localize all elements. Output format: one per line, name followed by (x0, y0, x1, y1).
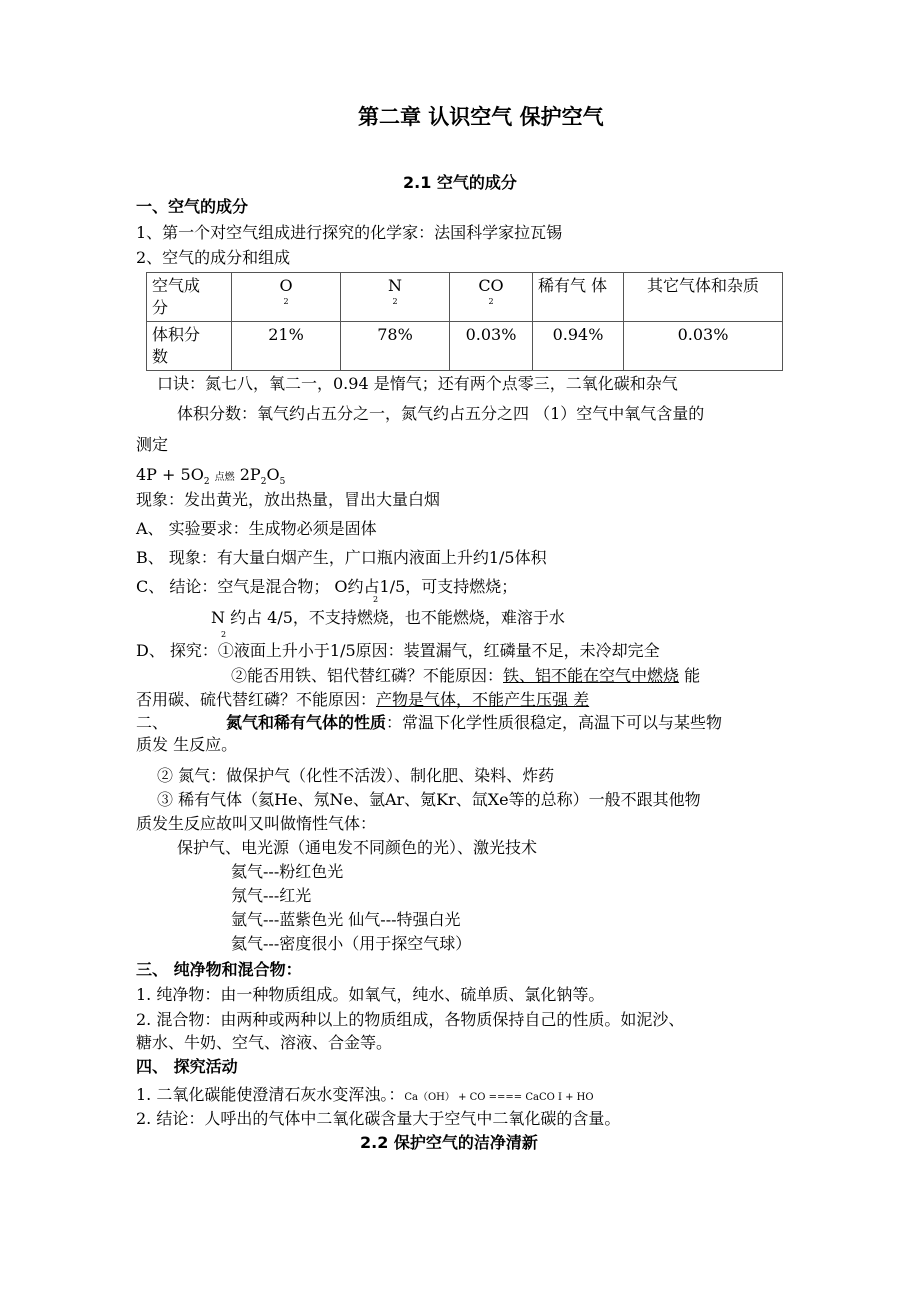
table-cell (341, 273, 450, 322)
volume-line-b: 测定 (136, 435, 169, 454)
eq-sub: 2 (203, 477, 210, 488)
phosphorus-equation (136, 465, 285, 492)
table-cell: 78% (341, 322, 450, 371)
table-cell (533, 273, 624, 322)
table-cell: 0.03% (624, 322, 783, 371)
rare-gas-item-line-2: 质发生反应故叫又叫做惰性气体： (136, 814, 377, 833)
line-b: B、 现象：有大量白烟产生，广口瓶内液面上升约1/5体积 (136, 548, 547, 567)
table-cell (147, 322, 232, 371)
page-title: 第二章 认识空气 保护空气 (358, 105, 604, 129)
table-cell (450, 273, 533, 322)
table-cell (624, 273, 783, 322)
gas-item: 氩气---蓝紫色光 仙气---特强白光 (231, 910, 461, 929)
volume-line-a: 体积分数：氧气约占五分之一，氮气约占五分之四 （1）空气中氧气含量的 (177, 404, 705, 423)
header-text: 其它气体和杂质 (646, 276, 759, 295)
line-c: C、 结论：空气是混合物； O约占1/5，可支持燃烧； (136, 577, 518, 596)
line-n: N 约占 4/5，不支持燃烧，也不能燃烧，难溶于水 (211, 608, 565, 627)
activity-2: 2. 结论：人呼出的气体中二氧化碳含量大于空气中二氧化碳的含量。 (136, 1109, 621, 1128)
header-text: 分 (152, 298, 169, 317)
pure-substance: 1. 纯净物：由一种物质组成。如氧气，纯水、硫单质、氯化钠等。 (136, 985, 605, 1004)
table-cell: 0.03% (450, 322, 533, 371)
line-d3 (136, 690, 589, 710)
heading-bold: 氮气和稀有气体的性质 (226, 713, 387, 732)
rare-gas-item: ③ 稀有气体（氦He、氖Ne、氩Ar、氪Kr、氙Xe等的总称）一般不跟其他物 (157, 790, 701, 809)
table-cell (147, 273, 232, 322)
phenomenon: 现象：发出黄光，放出热量，冒出大量白烟 (136, 490, 441, 509)
text: 能 (679, 666, 701, 685)
heading-number: 二、 (136, 713, 169, 732)
section-heading-2-2: 2.2 保护空气的洁净清新 (360, 1133, 538, 1152)
eq-sub: 5 (279, 477, 286, 488)
mixture-line-b: 糖水、牛奶、空气、溶液、合金等。 (136, 1033, 393, 1052)
paragraph-1: 1、第一个对空气组成进行探究的化学家：法国科学家拉瓦锡 (136, 223, 563, 242)
heading-2-line-2: 质发 生反应。 (136, 735, 238, 754)
eq-condition: 点燃 (214, 472, 235, 483)
heading-3: 三、 纯净物和混合物： (136, 960, 302, 979)
mixture-line-a: 2. 混合物：由两种或两种以上的物质组成，各物质保持自己的性质。如泥沙、 (136, 1010, 685, 1029)
text: 1. 二氧化碳能使澄清石灰水变浑浊。： (136, 1085, 405, 1104)
header-text: N (388, 276, 402, 295)
header-text: O (279, 276, 293, 295)
limewater-equation: Ca（OH） + CO ==== CaCO I + HO (404, 1092, 594, 1103)
gas-item: 氖气---红光 (231, 886, 312, 905)
eq-sub: 2 (260, 477, 267, 488)
line-d2 (231, 666, 700, 686)
row-label: 体积分 (152, 325, 201, 344)
nitrogen-item: ② 氮气：做保护气（化性不活泼）、制化肥、染料、炸药 (157, 766, 555, 785)
header-text: CO (478, 276, 504, 295)
activity-1 (136, 1085, 594, 1108)
gas-item: 氦气---粉红色光 (231, 862, 344, 881)
composition-table (146, 272, 783, 371)
line-c-subscript: 2 (373, 595, 379, 604)
text: ②能否用铁、铝代替红磷？不能原因： (231, 666, 504, 685)
subscript: 2 (488, 297, 494, 306)
table-cell: 21% (232, 322, 341, 371)
table-header-row (147, 273, 783, 322)
section-heading-2-1: 2.1 空气的成分 (403, 173, 517, 192)
table-cell (232, 273, 341, 322)
mnemonic: 口诀：氮七八，氧二一，0.94 是惰气；还有两个点零三，二氧化碳和杂气 (157, 374, 678, 393)
heading-2 (136, 713, 722, 733)
eq-text: O (266, 465, 280, 484)
table-row (147, 322, 783, 371)
table-cell: 0.94% (533, 322, 624, 371)
eq-text: 4P + 5O (136, 465, 204, 484)
heading-1: 一、空气的成分 (136, 197, 249, 216)
eq-text: 2P (239, 465, 261, 484)
line-n-subscript: 2 (221, 630, 227, 639)
heading-4: 四、 探究活动 (136, 1057, 238, 1076)
underlined-answer: 铁、铝不能在空气中燃烧 (503, 666, 680, 685)
text: 否用碳、硫代替红磷？不能原因： (136, 690, 377, 709)
header-text: 稀有气 体 (538, 276, 608, 295)
gas-item: 氦气---密度很小（用于探空气球） (231, 934, 472, 953)
subscript: 2 (392, 297, 398, 306)
rare-gas-uses: 保护气、电光源（通电发不同颜色的光）、激光技术 (177, 838, 538, 857)
underlined-answer: 产物是气体，不能产生压强 差 (376, 690, 590, 709)
paragraph-2: 2、空气的成分和组成 (136, 248, 291, 267)
line-a: A、 实验要求：生成物必须是固体 (136, 519, 377, 538)
row-label: 数 (152, 347, 169, 366)
subscript: 2 (283, 297, 289, 306)
line-d: D、 探究：①液面上升小于1/5原因：装置漏气，红磷量不足，未冷却完全 (136, 641, 660, 660)
heading-rest: ：常温下化学性质很稳定，高温下可以与某些物 (386, 713, 723, 732)
header-text: 空气成 (152, 276, 201, 295)
